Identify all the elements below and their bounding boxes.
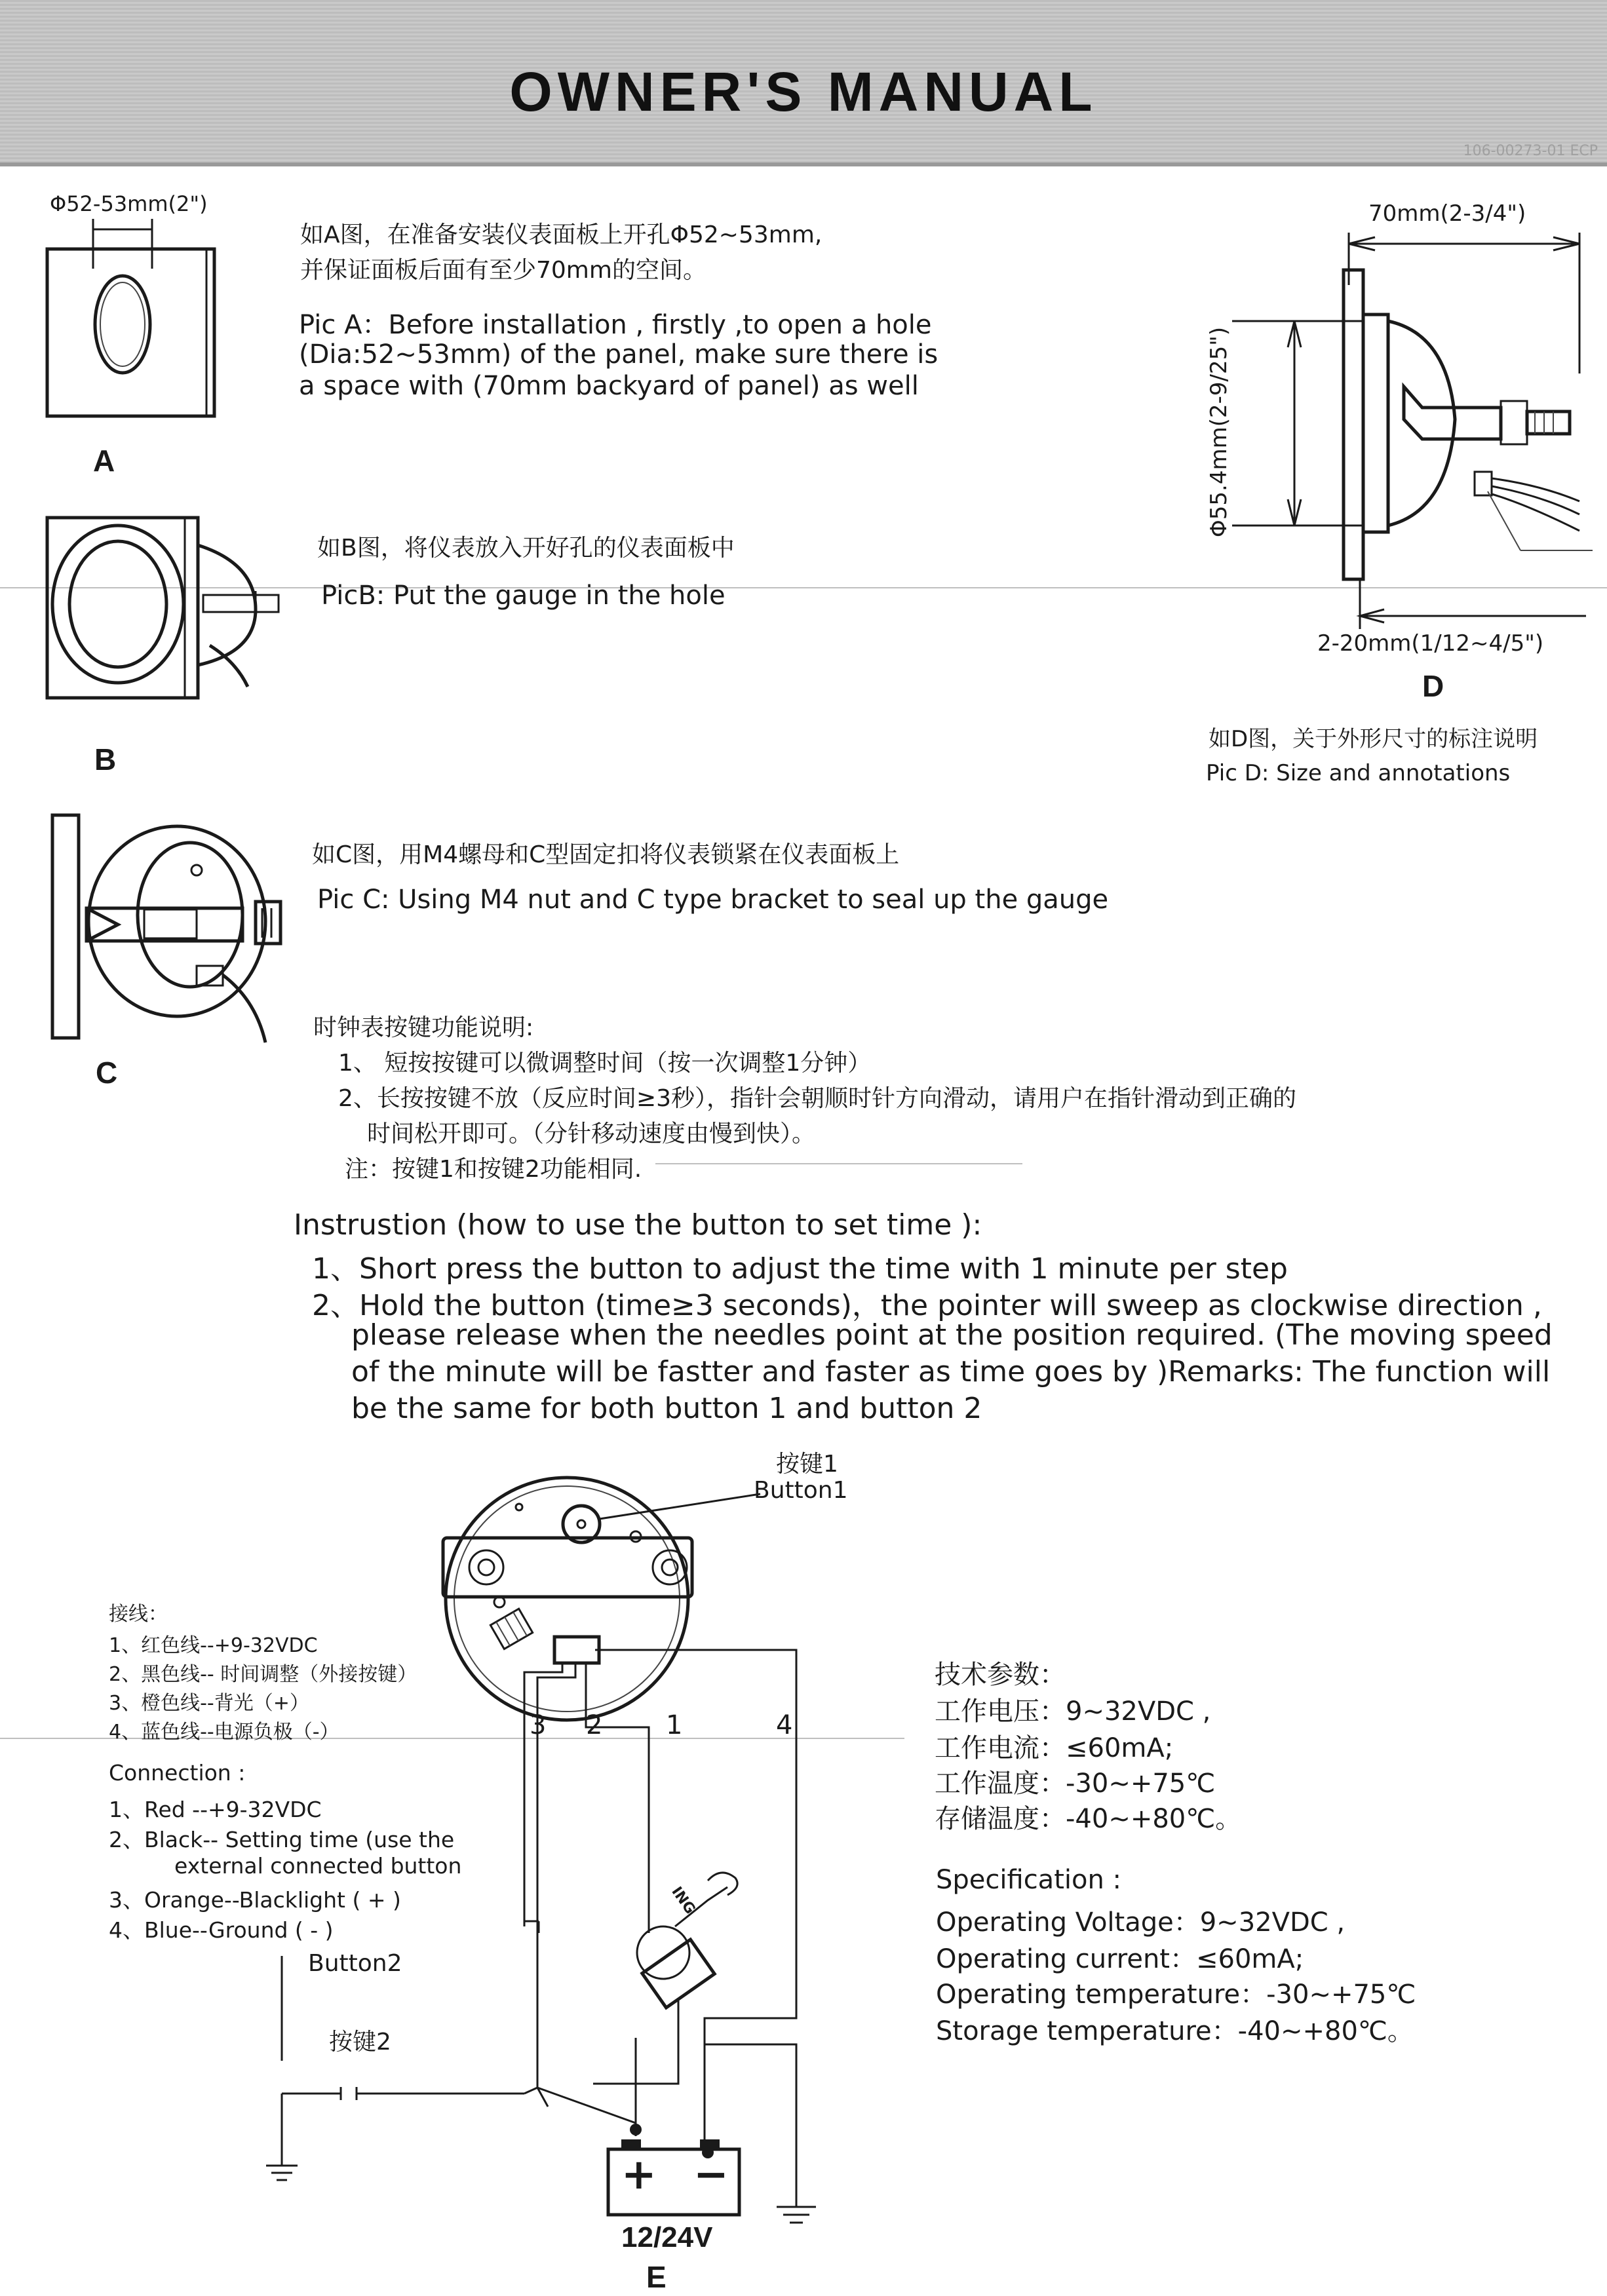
pic-c-text-en: Pic C: Using M4 nut and C type bracket to seal up the gauge xyxy=(317,885,1109,915)
button-en-item: 2、Hold the button (time≥3 seconds)，the pointer will sweep as clockwise direction , xyxy=(312,1289,1542,1322)
wiring-en-item: 3、Orange--Blacklight ( + ) xyxy=(109,1887,401,1913)
pic-a-text-cn-line: 如A图，在准备安装仪表面板上开孔Φ52~53mm, xyxy=(300,221,823,248)
wiring-cn-item: 2、黑色线-- 时间调整（外接按键） xyxy=(109,1663,417,1686)
button-en-item: 1、Short press the button to adjust the time with 1 minute per step xyxy=(312,1252,1288,1286)
wiring-en-item: 2、Black-- Setting time (use the xyxy=(109,1827,455,1852)
button2-label-en: Button2 xyxy=(308,1950,402,1977)
pic-d-text-en: Pic D: Size and annotations xyxy=(1206,760,1511,786)
button-cn-note: 注：按键1和按键2功能相同. xyxy=(345,1156,642,1183)
spec-en-heading: Specification : xyxy=(936,1865,1122,1895)
button-en-item: please release when the needles point at the position required. (The moving speed xyxy=(351,1318,1553,1352)
wiring-en-item: 4、Blue--Ground ( - ) xyxy=(109,1917,334,1943)
button2-label-cn: 按键2 xyxy=(329,2029,391,2056)
wire-number: 4 xyxy=(776,1710,793,1740)
pic-b-label: B xyxy=(94,742,117,776)
wire-number: 2 xyxy=(586,1710,603,1740)
spec-cn-item: 工作电流：≤60mA; xyxy=(935,1733,1174,1763)
button1-label-en: Button1 xyxy=(754,1477,848,1504)
wiring-cn-item: 1、红色线--+9-32VDC xyxy=(109,1634,318,1657)
wiring-cn-heading: 接线： xyxy=(109,1603,168,1626)
pic-d-diameter-label: Φ55.4mm(2-9/25") xyxy=(1206,326,1232,537)
button-cn-item: 2、长按按键不放（反应时间≥3秒），指针会朝顺时针方向滑动，请用户在指针滑动到正确的 xyxy=(338,1085,1296,1112)
spec-cn-item: 工作电压：9~32VDC , xyxy=(935,1696,1211,1727)
pic-a-diameter-label: Φ52-53mm(2") xyxy=(50,191,208,216)
pic-b-drawing xyxy=(39,511,282,721)
wiring-en-item: 1、Red --+9-32VDC xyxy=(109,1797,322,1822)
pic-c-label: C xyxy=(96,1056,118,1090)
pic-c-text-cn: 如C图，用M4螺母和C型固定扣将仪表锁紧在仪表面板上 xyxy=(312,841,900,868)
pic-a-label: A xyxy=(93,444,115,478)
pic-c-drawing xyxy=(46,810,295,1052)
spec-en-item: Operating current：≤60mA; xyxy=(936,1944,1304,1974)
battery-plus: + xyxy=(621,2151,657,2199)
pic-a-text-en-line: a space with (70mm backyard of panel) as well xyxy=(299,371,919,401)
button-cn-heading: 时钟表按键功能说明: xyxy=(313,1014,534,1041)
spec-cn-heading: 技术参数： xyxy=(935,1660,1066,1690)
pic-a-text-cn-line: 并保证面板后面有至少70mm的空间。 xyxy=(300,257,707,284)
pic-a-text-en-line: (Dia:52~53mm) of the panel, make sure there is xyxy=(299,339,939,370)
pic-d-text-cn: 如D图，关于外形尺寸的标注说明 xyxy=(1209,726,1538,752)
pic-a-drawing xyxy=(39,210,229,432)
button-cn-item: 1、 短按按键可以微调整时间（按一次调整1分钟） xyxy=(338,1050,872,1077)
wiring-diagram xyxy=(249,1428,904,2202)
wiring-en-item: external connected button xyxy=(174,1853,462,1879)
pic-d-label: D xyxy=(1422,669,1444,703)
spec-cn-item: 存储温度：-40~+80℃。 xyxy=(935,1804,1242,1834)
document-code: 106-00273-01 ECP xyxy=(1463,143,1598,159)
pic-b-text-en: PicB: Put the gauge in the hole xyxy=(321,581,726,611)
wire-number: 1 xyxy=(666,1710,683,1740)
wiring-en-heading: Connection : xyxy=(109,1760,246,1786)
pic-b-text-cn: 如B图，将仪表放入开好孔的仪表面板中 xyxy=(317,535,735,562)
button-en-heading: Instrustion (how to use the button to set time ): xyxy=(294,1208,982,1242)
pic-e-label: E xyxy=(646,2260,667,2294)
wiring-cn-item: 3、橙色线--背光（+） xyxy=(109,1692,309,1715)
wire-connector xyxy=(554,1637,599,1663)
button-en-item: be the same for both button 1 and button 2 xyxy=(351,1392,982,1425)
wiring-cn-item: 4、蓝色线--电源负极（-） xyxy=(109,1721,339,1744)
spec-en-item: Storage temperature：-40~+80℃。 xyxy=(936,2016,1414,2046)
button1-label-cn: 按键1 xyxy=(776,1451,838,1478)
wire-number: 3 xyxy=(530,1710,547,1740)
page-title: OWNER'S MANUAL xyxy=(509,61,1098,123)
battery-minus: − xyxy=(693,2151,729,2199)
pic-d-panel-label: 2-20mm(1/12~4/5") xyxy=(1317,630,1544,657)
spec-en-item: Operating temperature：-30~+75℃ xyxy=(936,1980,1416,2010)
spec-en-item: Operating Voltage：9~32VDC , xyxy=(936,1907,1346,1938)
button-en-item: of the minute will be fastter and faster as time goes by )Remarks: The function will xyxy=(351,1355,1551,1388)
scan-line xyxy=(655,1163,1022,1164)
pic-a-text-en-line: Pic A：Before installation , firstly ,to open a hole xyxy=(299,310,932,340)
pic-d-width-label: 70mm(2-3/4") xyxy=(1368,201,1526,227)
pic-d-drawing xyxy=(1212,223,1599,649)
spec-cn-item: 工作温度：-30~+75℃ xyxy=(935,1769,1216,1799)
battery-voltage: 12/24V xyxy=(621,2221,713,2253)
button-cn-item: 时间松开即可。（分针移动速度由慢到快）。 xyxy=(367,1120,816,1147)
mounting-bracket xyxy=(443,1538,692,1597)
ignition-text: ING xyxy=(668,1884,699,1917)
header-divider xyxy=(0,163,1607,166)
